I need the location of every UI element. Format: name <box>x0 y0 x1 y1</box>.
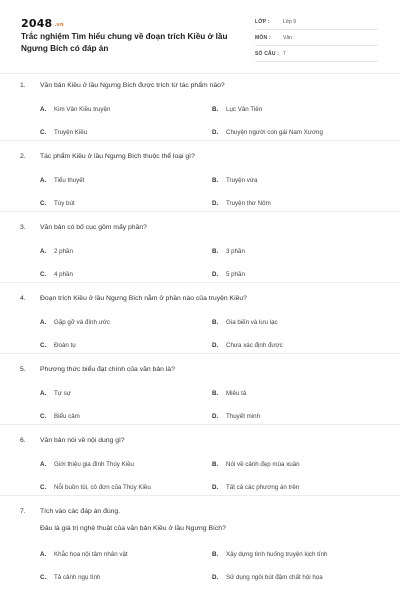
meta-value: Văn <box>283 34 292 41</box>
question-number: 4. <box>20 295 26 302</box>
option-letter: D. <box>212 574 219 581</box>
meta-row-class <box>255 14 378 30</box>
option-b[interactable] <box>212 461 300 468</box>
option-text: 2 phần <box>54 248 73 255</box>
option-text: Nói về cảnh đẹp mùa xuân <box>226 461 300 468</box>
option-letter: B. <box>212 390 219 397</box>
option-letter: B. <box>212 551 219 558</box>
option-text: Tiểu thuyết <box>54 177 85 184</box>
option-c[interactable] <box>40 574 100 581</box>
option-letter: A. <box>40 390 47 397</box>
option-b[interactable] <box>212 106 262 113</box>
quiz-meta <box>255 14 378 62</box>
option-text: Gia biến và lưu lạc <box>226 319 278 326</box>
question-text <box>20 437 125 444</box>
question-number: 3. <box>20 224 26 231</box>
meta-value: Lớp 9 <box>283 18 297 25</box>
option-letter: A. <box>40 551 47 558</box>
option-letter: C. <box>40 271 47 278</box>
option-letter: D. <box>212 200 219 207</box>
question-text <box>20 295 247 302</box>
option-a[interactable] <box>40 390 71 397</box>
option-c[interactable] <box>40 484 151 491</box>
question-divider <box>0 424 400 425</box>
option-text: Gặp gỡ và đính ước <box>54 319 110 326</box>
option-b[interactable] <box>212 390 246 397</box>
option-text: Xây dựng tình huống truyện kịch tính <box>226 551 328 558</box>
question-number: 7. <box>20 508 26 515</box>
option-a[interactable] <box>40 461 134 468</box>
option-text: Tự sự <box>54 390 71 397</box>
option-d[interactable] <box>212 574 323 581</box>
meta-row-count <box>255 46 378 62</box>
option-text: Đoàn tụ <box>54 342 76 349</box>
option-a[interactable] <box>40 248 73 255</box>
option-text: Tùy bút <box>54 200 75 207</box>
option-letter: C. <box>40 129 47 136</box>
option-a[interactable] <box>40 319 110 326</box>
option-letter: C. <box>40 342 47 349</box>
meta-value: 7 <box>283 50 286 57</box>
option-text: Truyện vừa <box>226 177 258 184</box>
option-letter: D. <box>212 129 219 136</box>
option-c[interactable] <box>40 342 76 349</box>
question-prompt: Tích vào các đáp án đúng. <box>40 508 121 515</box>
meta-label: LỚP : <box>255 18 270 25</box>
question-divider <box>0 282 400 283</box>
question-text <box>20 82 225 89</box>
option-text: Lục Vân Tiên <box>226 106 263 113</box>
option-c[interactable] <box>40 271 73 278</box>
option-text: 5 phần <box>226 271 245 278</box>
question-number: 5. <box>20 366 26 373</box>
question-divider <box>0 495 400 496</box>
option-text: Chuyện người con gái Nam Xương <box>226 129 323 136</box>
option-d[interactable] <box>212 271 245 278</box>
option-text: Miêu tả <box>226 390 247 397</box>
question-text <box>20 224 147 231</box>
option-letter: D. <box>212 342 219 349</box>
question-divider <box>0 140 400 141</box>
option-a[interactable] <box>40 177 84 184</box>
meta-row-subject <box>255 30 378 46</box>
option-text: Giới thiệu gia đình Thúy Kiều <box>54 461 134 468</box>
option-letter: A. <box>40 248 47 255</box>
option-c[interactable] <box>40 413 80 420</box>
option-letter: B. <box>212 461 219 468</box>
option-d[interactable] <box>212 129 323 136</box>
option-text: Truyện thơ Nôm <box>226 200 271 207</box>
option-d[interactable] <box>212 413 260 420</box>
option-text: Thuyết minh <box>226 413 261 420</box>
option-letter: C. <box>40 413 47 420</box>
question-text <box>20 366 175 373</box>
question-prompt: Văn bản Kiều ở lầu Ngưng Bích được trích từ tác phẩm nào? <box>40 82 225 89</box>
option-d[interactable] <box>212 342 283 349</box>
option-letter: A. <box>40 461 47 468</box>
option-text: Kim Vân Kiều truyện <box>54 106 111 113</box>
option-letter: C. <box>40 574 47 581</box>
question-prompt: Tác phẩm Kiều ở lầu Ngưng Bích thuộc thể loại gì? <box>40 153 195 160</box>
option-text: Tất cả các phương án trên <box>226 484 300 491</box>
question-prompt: Phương thức biểu đạt chính của văn bản là? <box>40 366 175 373</box>
option-b[interactable] <box>212 319 278 326</box>
option-letter: C. <box>40 200 47 207</box>
question-number: 6. <box>20 437 26 444</box>
option-c[interactable] <box>40 200 75 207</box>
logo-main: 2048 <box>21 17 53 30</box>
site-logo[interactable] <box>21 17 64 30</box>
option-b[interactable] <box>212 551 328 558</box>
option-text: Biểu cảm <box>54 413 80 420</box>
option-text: 3 phần <box>226 248 245 255</box>
question-text <box>20 153 195 160</box>
option-letter: B. <box>212 319 219 326</box>
option-b[interactable] <box>212 177 257 184</box>
question-number: 2. <box>20 153 26 160</box>
option-text: Sử dụng ngôi bút đậm chất hội họa <box>226 574 323 581</box>
question-prompt: Đoạn trích Kiều ở lầu Ngưng Bích nằm ở phần nào của truyện Kiều? <box>40 295 247 302</box>
option-text: 4 phần <box>54 271 73 278</box>
option-letter: A. <box>40 106 47 113</box>
option-a[interactable] <box>40 551 128 558</box>
question-prompt: Văn bản có bố cục gồm mấy phần? <box>40 224 147 231</box>
option-c[interactable] <box>40 129 87 136</box>
option-text: Chưa xác định được <box>226 342 283 349</box>
option-letter: D. <box>212 413 219 420</box>
option-text: Khắc họa nội tâm nhân vật <box>54 551 128 558</box>
meta-label: SỐ CÂU : <box>255 50 280 57</box>
option-text: Truyện Kiều <box>54 129 88 136</box>
question-divider <box>0 353 400 354</box>
option-letter: B. <box>212 106 219 113</box>
option-a[interactable] <box>40 106 110 113</box>
option-letter: A. <box>40 177 47 184</box>
question-prompt: Văn bản nói về nội dung gì? <box>40 437 125 444</box>
page-header <box>0 0 400 74</box>
option-letter: B. <box>212 248 219 255</box>
option-text: Tả cảnh ngụ tình <box>54 574 101 581</box>
option-b[interactable] <box>212 248 245 255</box>
option-letter: A. <box>40 319 47 326</box>
page-title: Trắc nghiệm Tìm hiểu chung về đoạn trích Kiều ở lầu Ngưng Bích có đáp án <box>21 32 228 53</box>
option-letter: B. <box>212 177 219 184</box>
question-subprompt: Đâu là giá trị nghệ thuật của văn bản Kiều ở lầu Ngưng Bích? <box>40 525 226 532</box>
meta-label: MÔN : <box>255 34 271 41</box>
option-letter: D. <box>212 271 219 278</box>
question-number: 1. <box>20 82 26 89</box>
option-d[interactable] <box>212 200 271 207</box>
option-d[interactable] <box>212 484 299 491</box>
logo-suffix: .vn <box>54 22 64 28</box>
option-letter: C. <box>40 484 47 491</box>
question-divider <box>0 211 400 212</box>
option-text: Nỗi buồn tủi, cô đơn của Thúy Kiều <box>54 484 151 491</box>
header-divider <box>0 73 400 74</box>
option-letter: D. <box>212 484 219 491</box>
question-text <box>20 508 120 515</box>
